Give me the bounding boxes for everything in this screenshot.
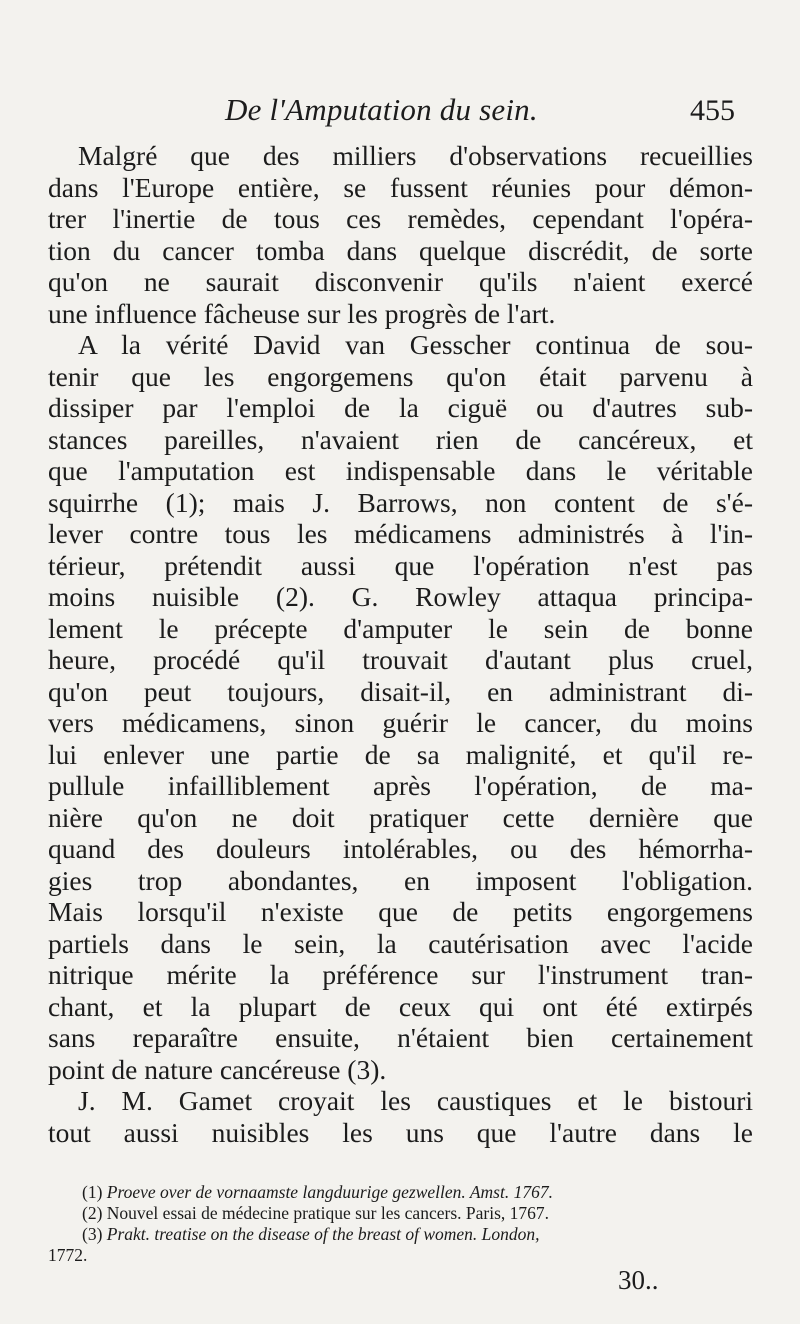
- footnote-marker: (1): [82, 1182, 103, 1202]
- text-line: Malgré que des milliers d'observations recueillies: [78, 140, 753, 171]
- text-line: lui enlever une partie de sa malignité, et qu'il re-: [48, 738, 753, 770]
- body-text: [48, 140, 753, 1148]
- footnote-text: Proeve over de vornaamste langduurige gezwellen. Amst. 1767.: [106, 1182, 553, 1202]
- text-line: quand des douleurs intolérables, ou des hémorrha-: [48, 833, 753, 864]
- text-line: nière qu'on ne doit pratiquer cette dernière que: [48, 801, 753, 833]
- text-line: chant, et la plupart de ceux qui ont été extirpés: [48, 990, 753, 1022]
- page-number: 455: [690, 94, 735, 127]
- text-line: nitrique mérite la préférence sur l'instrument tran-: [48, 959, 753, 990]
- text-line: tenir que les engorgemens qu'on était parvenu à: [48, 360, 753, 392]
- footnotes: [48, 1182, 753, 1266]
- page-header: [0, 92, 800, 132]
- text-line: lever contre tous les médicamens administrés à l'in-: [48, 518, 753, 549]
- footnote: [48, 1203, 753, 1224]
- text-line: trer l'inertie de tous ces remèdes, cependant l'opéra-: [48, 203, 753, 234]
- text-line: qu'on ne saurait disconvenir qu'ils n'aient exercé: [48, 266, 753, 297]
- text-line: point de nature cancéreuse (3).: [48, 1053, 387, 1085]
- text-line: térieur, prétendit aussi que l'opération n'est pas: [48, 549, 753, 581]
- text-line: moins nuisible (2). G. Rowley attaqua principa-: [48, 581, 753, 612]
- text-line: vers médicamens, sinon guérir le cancer, du moins: [48, 707, 753, 738]
- footnote-text: Nouvel essai de médecine pratique sur les cancers. Paris, 1767.: [106, 1203, 549, 1223]
- text-line: stances pareilles, n'avaient rien de cancéreux, et: [48, 423, 753, 455]
- text-line: gies trop abondantes, en imposent l'obligation.: [48, 864, 753, 896]
- text-line: squirrhe (1); mais J. Barrows, non content de s'é-: [48, 486, 753, 518]
- text-line: qu'on peut toujours, disait-il, en administrant di-: [48, 675, 753, 707]
- footnote-text: 1772.: [48, 1245, 88, 1265]
- footnote-marker: (3): [82, 1224, 103, 1244]
- text-line: A la vérité David van Gesscher continua de sou-: [78, 329, 753, 360]
- text-line: une influence fâcheuse sur les progrès de l'art.: [48, 297, 556, 329]
- running-title: De l'Amputation du sein.: [225, 92, 538, 127]
- text-line: partiels dans le sein, la cautérisation avec l'acide: [48, 927, 753, 959]
- printer-signature: 30..: [618, 1265, 659, 1295]
- text-line: tion du cancer tomba dans quelque discrédit, de sorte: [48, 234, 753, 266]
- text-line: heure, procédé qu'il trouvait d'autant plus cruel,: [48, 644, 753, 675]
- text-line: dans l'Europe entière, se fussent réunies pour démon-: [48, 171, 753, 203]
- text-line: tout aussi nuisibles les uns que l'autre dans le: [48, 1116, 753, 1148]
- footnote-text: Prakt. treatise on the disease of the breast of women. London,: [106, 1224, 540, 1244]
- footnote: [48, 1224, 753, 1245]
- text-line: que l'amputation est indispensable dans le véritable: [48, 455, 753, 486]
- footnote: [48, 1182, 753, 1203]
- text-line: dissiper par l'emploi de la ciguë ou d'autres sub-: [48, 392, 753, 423]
- footnote-continuation: [48, 1245, 753, 1266]
- text-line: J. M. Gamet croyait les caustiques et le bistouri: [78, 1085, 753, 1116]
- text-line: Mais lorsqu'il n'existe que de petits engorgemens: [48, 896, 753, 927]
- text-line: pullule infailliblement après l'opération, de ma-: [48, 770, 753, 801]
- text-line: sans reparaître ensuite, n'étaient bien certainement: [48, 1022, 753, 1053]
- footnote-marker: (2): [82, 1203, 103, 1223]
- text-line: lement le précepte d'amputer le sein de bonne: [48, 612, 753, 644]
